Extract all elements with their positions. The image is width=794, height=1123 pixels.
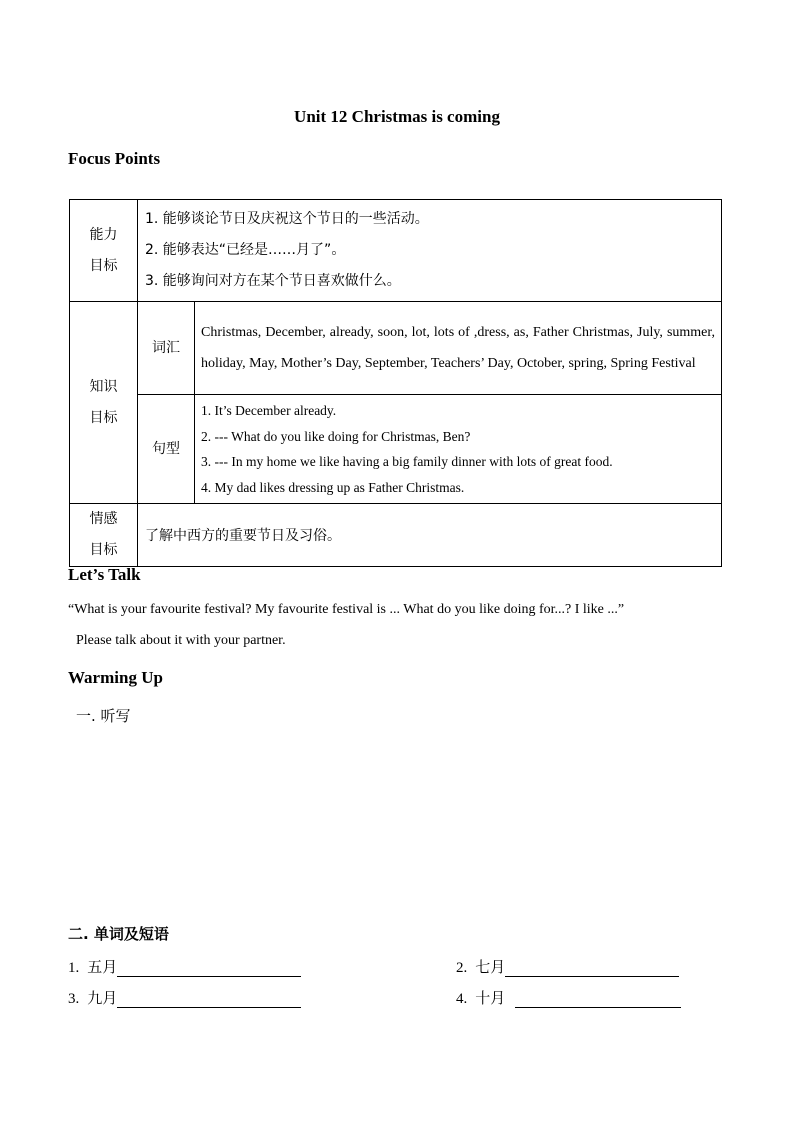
ability-items — [138, 200, 722, 302]
question-prompt: 七月 — [475, 958, 506, 976]
vocab-row — [70, 302, 722, 395]
vocab-label: 词汇 — [138, 302, 195, 395]
vocab-text: Christmas, December, already, soon, lot, lots of ,dress, as, Father Christmas, July, summer, holiday, May, Mother’s Day, September, Teachers’ Day, October, spring, Spring Festival — [195, 302, 722, 395]
ability-label: 能力 目标 — [70, 200, 138, 302]
sentence-item: 2. --- What do you like doing for Christmas, Ben? — [201, 428, 471, 444]
page-title: Unit 12 Christmas is coming — [294, 107, 500, 126]
emotion-text: 了解中西方的重要节日及习俗。 — [138, 504, 722, 567]
sentence-label: 句型 — [138, 395, 195, 504]
question-number: 1. — [68, 960, 80, 976]
question-3 — [68, 987, 301, 1008]
sentence-item: 1. It’s December already. — [201, 403, 337, 418]
question-1 — [68, 956, 301, 977]
sentence-item: 3. --- In my home we like having a big family dinner with lots of great food. — [201, 454, 613, 469]
emotion-row — [70, 504, 722, 567]
question-number: 2. — [456, 960, 468, 976]
lets-talk-instruction: Please talk about it with your partner. — [76, 633, 286, 648]
ability-item: 1. 能够谈论节日及庆祝这个节日的一些活动。 — [145, 211, 429, 227]
question-prompt: 九月 — [87, 989, 118, 1007]
warming-up-heading: Warming Up — [68, 668, 163, 687]
ability-row — [70, 200, 722, 302]
answer-blank[interactable] — [117, 991, 301, 1008]
words-phrases-heading: 二. 单词及短语 — [68, 925, 169, 943]
focus-points-heading: Focus Points — [68, 149, 161, 168]
focus-points-table — [69, 199, 722, 567]
sentence-row — [70, 395, 722, 504]
knowledge-label: 知识 目标 — [70, 302, 138, 504]
question-prompt: 五月 — [87, 958, 118, 976]
question-number: 3. — [68, 991, 80, 1007]
question-4 — [456, 987, 681, 1008]
ability-item: 3. 能够询问对方在某个节日喜欢做什么。 — [145, 273, 401, 289]
dictation-heading: 一. 听写 — [76, 707, 131, 725]
answer-blank[interactable] — [515, 991, 681, 1008]
lets-talk-prompt: “What is your favourite festival? My favourite festival is ... What do you like doing for...? I like ...” — [68, 602, 625, 617]
question-2 — [456, 956, 679, 977]
ability-item: 2. 能够表达“已经是……月了”。 — [145, 242, 346, 258]
sentence-list — [195, 395, 722, 504]
emotion-label: 情感 目标 — [70, 504, 138, 567]
sentence-item: 4. My dad likes dressing up as Father Christmas. — [201, 479, 465, 495]
lets-talk-heading: Let’s Talk — [68, 565, 141, 584]
question-prompt: 十月 — [475, 989, 506, 1007]
answer-blank[interactable] — [505, 960, 679, 977]
answer-blank[interactable] — [117, 960, 301, 977]
question-number: 4. — [456, 991, 468, 1007]
